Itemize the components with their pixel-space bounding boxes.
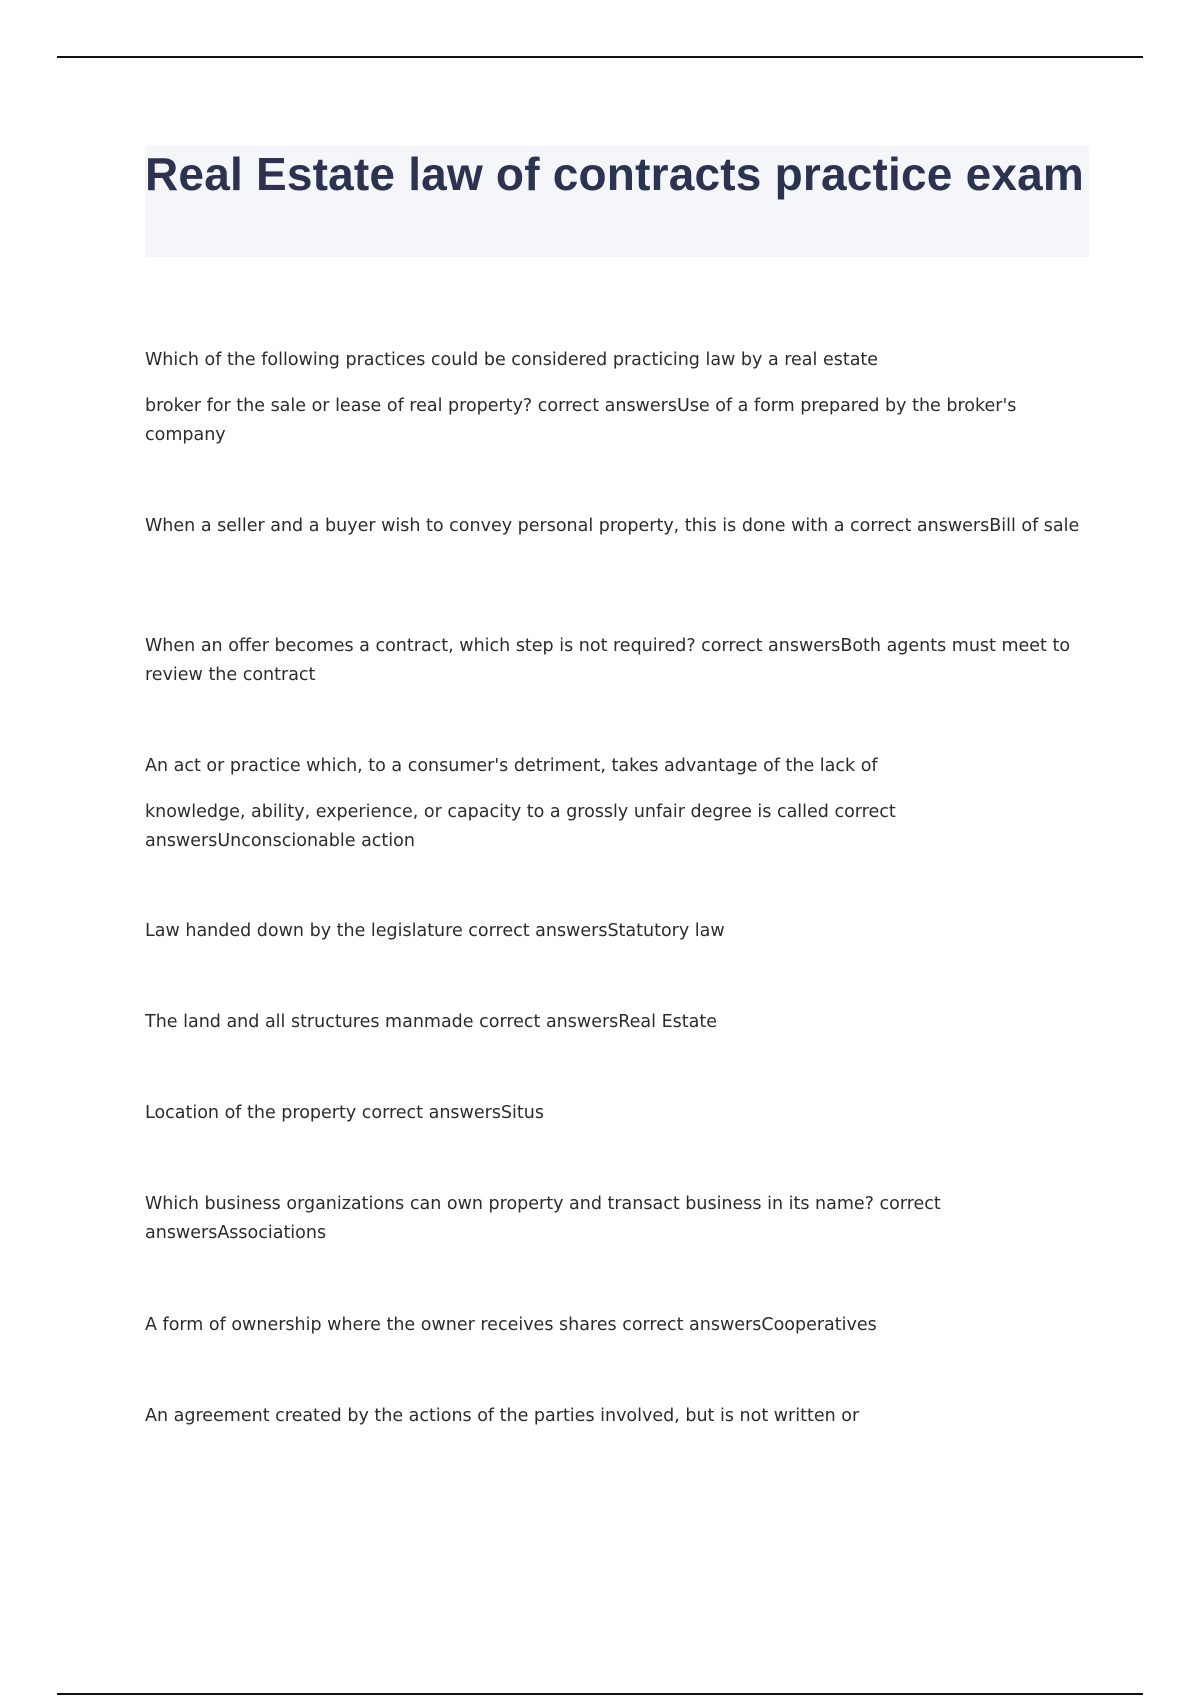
question-8: Which business organizations can own property and transact business in its name? correct answersAssociations (145, 1194, 941, 1243)
question-1-line-2: broker for the sale or lease of real property? correct answersUse of a form prepared by the broker's company (145, 396, 1017, 445)
question-2: When a seller and a buyer wish to convey personal property, this is done with a correct answersBill of sale (145, 516, 1080, 536)
question-6: The land and all structures manmade correct answersReal Estate (145, 1012, 717, 1032)
document-title: Real Estate law of contracts practice exam (145, 148, 1085, 200)
bottom-rule (57, 1693, 1143, 1695)
question-1-line-1: Which of the following practices could be considered practicing law by a real estate (145, 350, 879, 370)
question-3: When an offer becomes a contract, which step is not required? correct answersBoth agents must meet to review the contract (145, 636, 1071, 685)
question-4-line-2: knowledge, ability, experience, or capacity to a grossly unfair degree is called correct answersUnconscionable action (145, 802, 896, 851)
top-rule (57, 56, 1143, 58)
question-10-line-1: An agreement created by the actions of the parties involved, but is not written or (145, 1406, 860, 1426)
question-9: A form of ownership where the owner receives shares correct answersCooperatives (145, 1315, 877, 1335)
question-5: Law handed down by the legislature correct answersStatutory law (145, 921, 725, 941)
question-4-line-1: An act or practice which, to a consumer's detriment, takes advantage of the lack of (145, 756, 878, 776)
question-7: Location of the property correct answersSitus (145, 1103, 544, 1123)
